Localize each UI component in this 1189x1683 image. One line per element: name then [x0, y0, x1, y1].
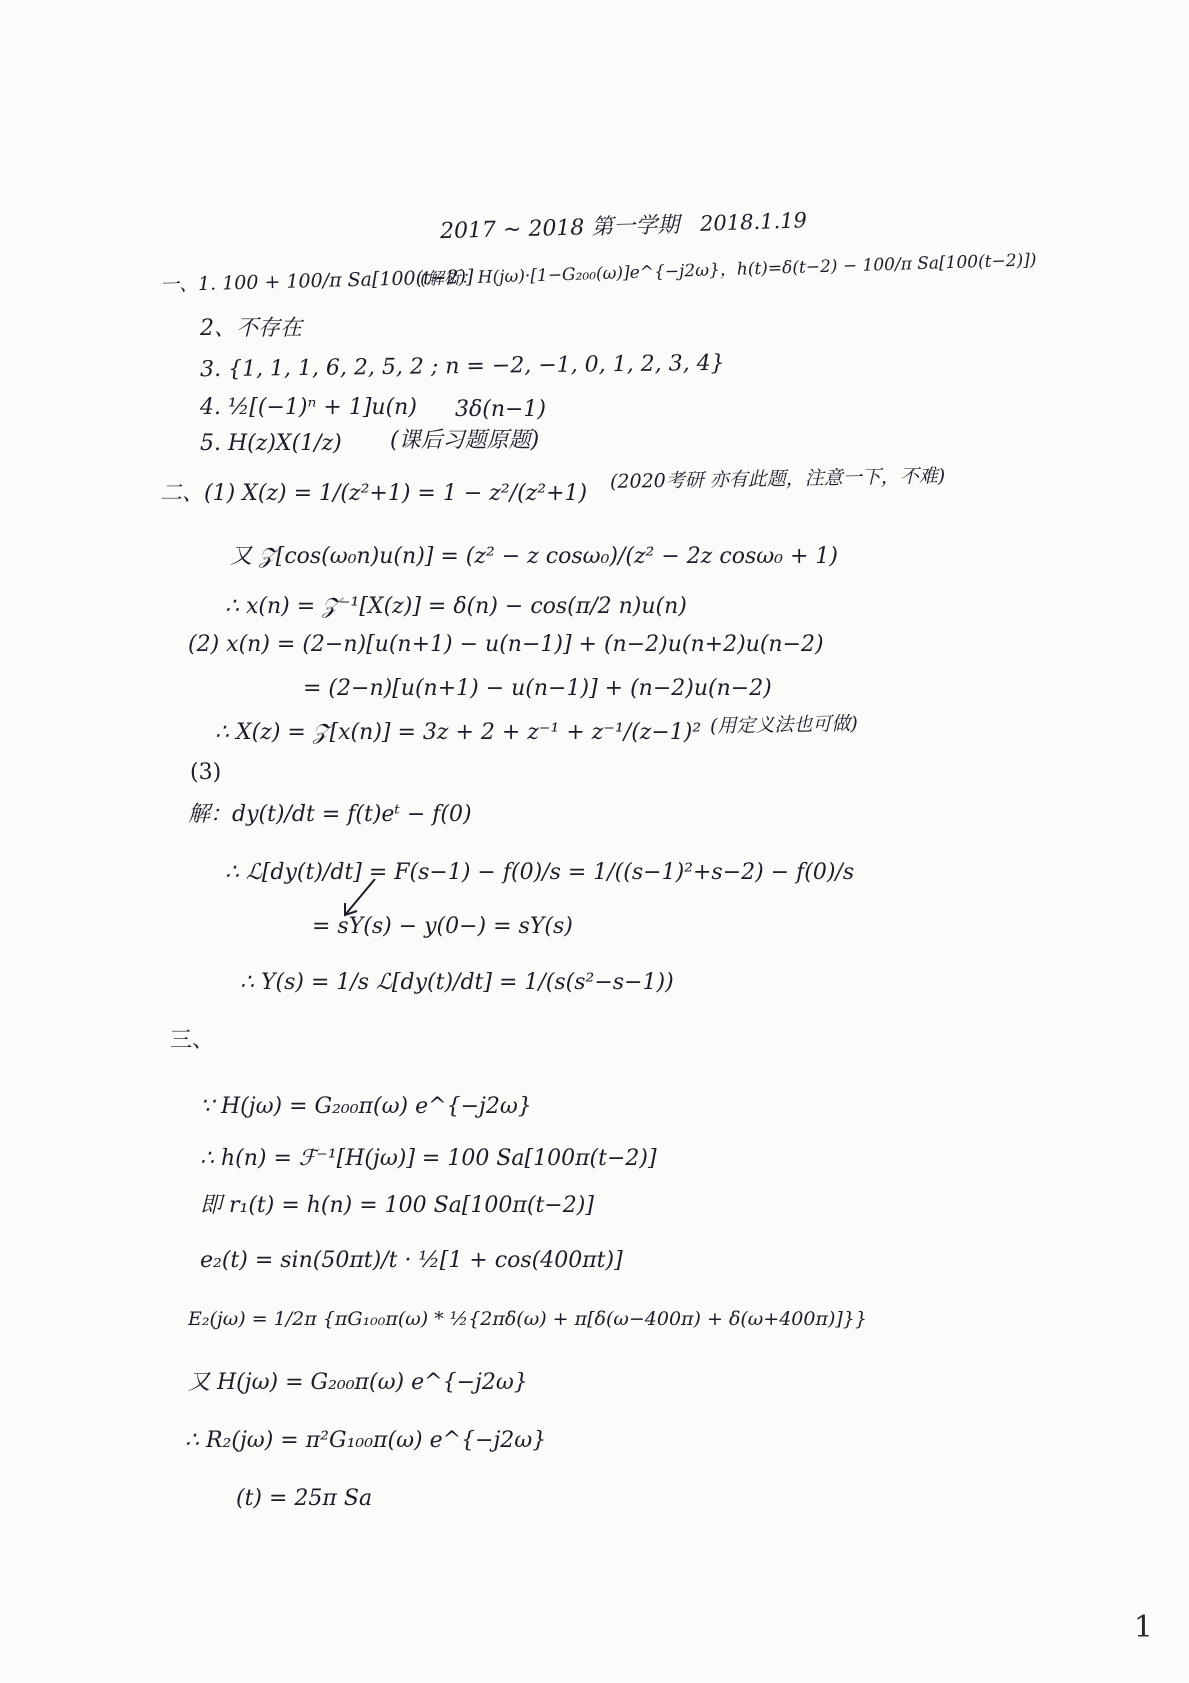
arrow-annotation: [335, 875, 395, 925]
answer-2-2-c: ∴ X(z) = 𝒵[x(n)] = 3z + 2 + z⁻¹ + z⁻¹/(z−1)²: [215, 720, 702, 745]
answer-2-3-a: 解：dy(t)/dt = f(t)eᵗ − f(0): [188, 802, 472, 827]
answer-3-line-5: E₂(jω) = 1/2π {πG₁₀₀π(ω) * ½{2πδ(ω) + π[δ(ω−400π) + δ(ω+400π)]}}: [188, 1308, 867, 1330]
section-3-label: 三、: [170, 1028, 215, 1053]
answer-1-1: 一、1. 100 + 100/π Sa[100(t−2)]: [159, 265, 474, 297]
answer-1-4b: 3δ(n−1): [455, 397, 547, 422]
answer-2-1-note: (2020考研 亦有此题，注意一下，不难): [609, 465, 946, 493]
answer-2-2-b: = (2−n)[u(n+1) − u(n−1)] + (n−2)u(n−2): [303, 676, 772, 701]
answer-1-5-note: (课后习题原题): [390, 428, 540, 453]
page-number: 1: [1133, 1610, 1153, 1645]
answer-3-line-4: e₂(t) = sin(50πt)/t · ½[1 + cos(400πt)]: [200, 1248, 623, 1273]
answer-3-line-3: 即 r₁(t) = h(n) = 100 Sa[100π(t−2)]: [200, 1193, 594, 1218]
answer-1-3: 3. {1, 1, 1, 6, 2, 5, 2 ; n = −2, −1, 0, 1, 2, 3, 4}: [199, 350, 725, 383]
answer-2-2-a: (2) x(n) = (2−n)[u(n+1) − u(n−1)] + (n−2)u(n+2)u(n−2): [188, 632, 824, 657]
page-title: 2017 ~ 2018 第一学期: [439, 212, 680, 245]
answer-3-line-8: (t) = 25π Sa: [236, 1486, 373, 1511]
page-date: 2018.1.19: [699, 208, 808, 236]
answer-1-4a: 4. ½[(−1)ⁿ + 1]u(n): [200, 395, 417, 420]
answer-2-3-b: ∴ ℒ[dy(t)/dt] = F(s−1) − f(0)/s = 1/((s−1)²+s−2) − f(0)/s: [225, 860, 855, 885]
answer-2-2-note: (用定义法也可做): [709, 712, 859, 738]
answer-2-3-c: = sY(s) − y(0−) = sY(s): [312, 914, 573, 939]
answer-1-2: 2、不存在: [200, 316, 302, 341]
answer-1-1-note: (解析：H(jω)·[1−G₂₀₀(ω)]e^{−j2ω}，h(t)=δ(t−2) − 100/π Sa[100(t−2)]): [419, 250, 1037, 290]
answer-2-1-c: ∴ x(n) = 𝒵⁻¹[X(z)] = δ(n) − cos(π/2 n)u(n): [225, 594, 687, 619]
answer-2-3-d: ∴ Y(s) = 1/s ℒ[dy(t)/dt] = 1/(s(s²−s−1)): [240, 970, 674, 995]
answer-3-line-6: 又 H(jω) = G₂₀₀π(ω) e^{−j2ω}: [188, 1370, 528, 1395]
answer-2-1-a: 二、(1) X(z) = 1/(z²+1) = 1 − z²/(z²+1): [160, 481, 588, 506]
answer-3-line-1: ∵ H(jω) = G₂₀₀π(ω) e^{−j2ω}: [200, 1094, 532, 1119]
answer-1-5: 5. H(z)X(1/z): [200, 431, 342, 456]
answer-3-line-2: ∴ h(n) = ℱ⁻¹[H(jω)] = 100 Sa[100π(t−2)]: [200, 1146, 657, 1171]
answer-3-line-7: ∴ R₂(jω) = π²G₁₀₀π(ω) e^{−j2ω}: [185, 1428, 547, 1453]
answer-2-3-label: (3): [190, 760, 222, 785]
answer-2-1-b: 又 𝒵[cos(ω₀n)u(n)] = (z² − z cosω₀)/(z² − 2z cosω₀ + 1): [230, 544, 838, 569]
